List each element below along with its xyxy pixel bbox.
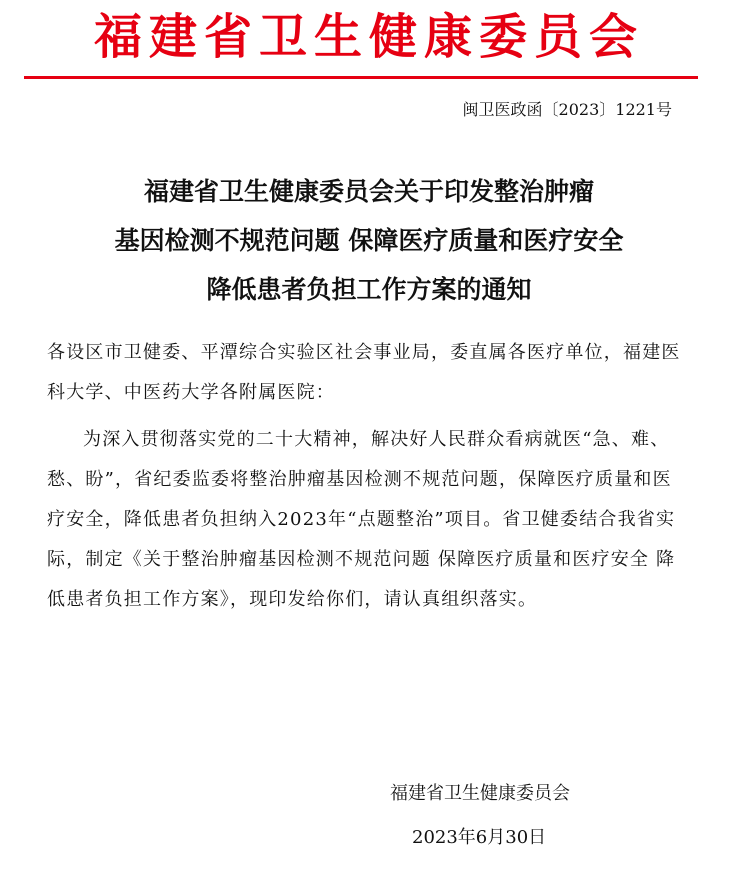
title-line-1: 福建省卫生健康委员会关于印发整治肿瘤 bbox=[143, 177, 594, 206]
issuer-masthead: 福建省卫生健康委员会 bbox=[93, 9, 644, 65]
red-header-rule bbox=[24, 76, 698, 79]
recipients-paragraph: 各设区市卫健委、平潭综合实验区社会事业局，委直属各医疗单位，福建医科大学、中医药大学各附属医院： bbox=[47, 342, 681, 403]
issuer-signature: 福建省卫生健康委员会 bbox=[390, 783, 570, 804]
document-title bbox=[30, 167, 708, 314]
title-line-3: 降低患者负担工作方案的通知 bbox=[206, 275, 532, 304]
body-paragraph: 为深入贯彻落实党的二十大精神，解决好人民群众看病就医“急、难、愁、盼”，省纪委监委将整治肿瘤基因检测不规范问题，保障医疗质量和医疗安全，降低患者负担纳入2023年“点题整治”项目。省卫健委结合我省实际，制定《关于整治肿瘤基因检测不规范问题 保障医疗质量和医疗安全 降低患者负担工作方案》，现印发给你们，请认真组织落实。 bbox=[47, 429, 676, 610]
title-line-2: 基因检测不规范问题 保障医疗质量和医疗安全 bbox=[114, 226, 624, 255]
issue-date: 2023年6月30日 bbox=[412, 827, 547, 848]
document-number: 闽卫医政函〔2023〕1221号 bbox=[462, 100, 672, 119]
